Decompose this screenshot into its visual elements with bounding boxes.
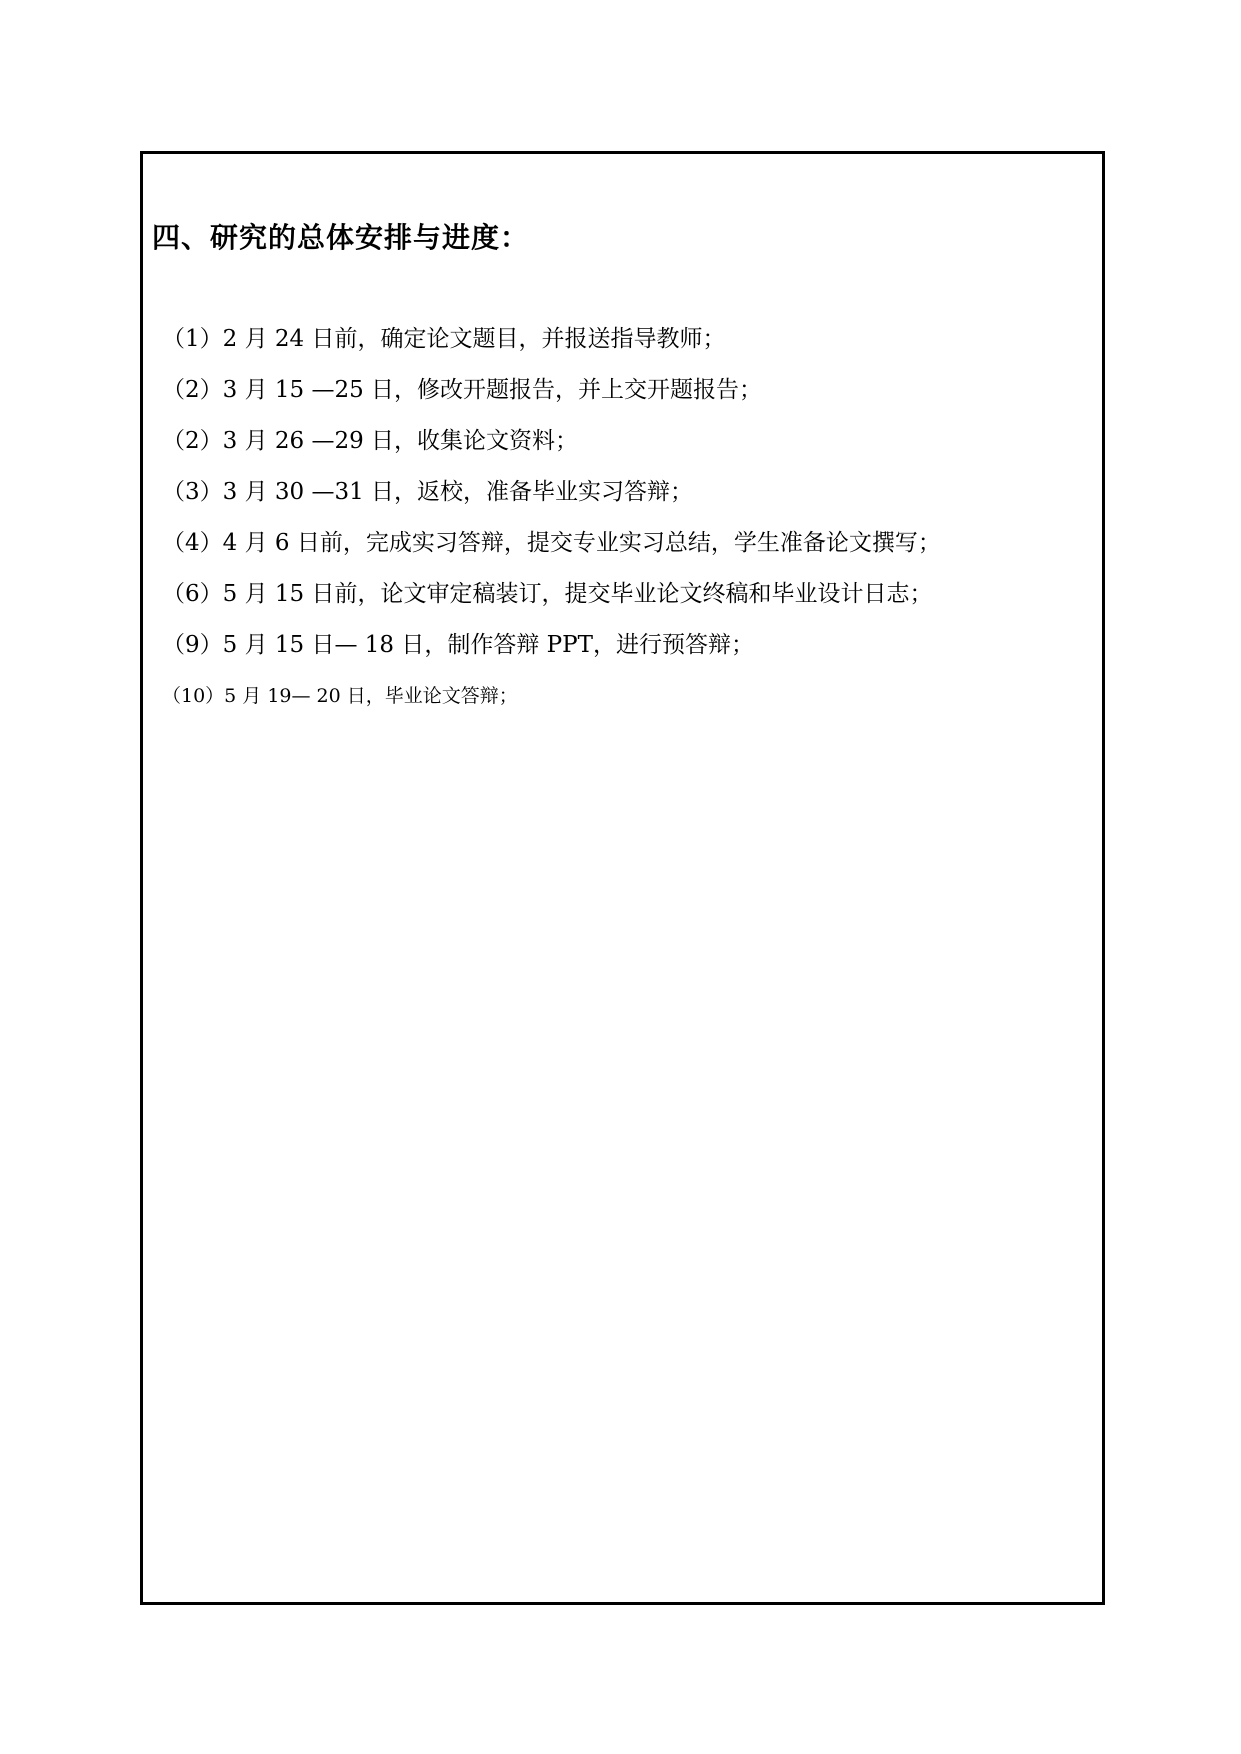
schedule-item: （2）3 月 26 —29 日，收集论文资料； — [162, 428, 579, 454]
schedule-item: （3）3 月 30 —31 日，返校，准备毕业实习答辩； — [162, 479, 694, 505]
section-title: 四、研究的总体安排与进度： — [152, 221, 530, 254]
schedule-list — [162, 322, 941, 730]
schedule-item: （6）5 月 15 日前，论文审定稿装订，提交毕业论文终稿和毕业设计日志； — [162, 581, 933, 607]
schedule-item: （1）2 月 24 日前，确定论文题目，并报送指导教师； — [162, 326, 726, 352]
schedule-item: （10）5 月 19— 20 日，毕业论文答辩； — [162, 685, 518, 707]
schedule-item: （9）5 月 15 日— 18 日，制作答辩 PPT，进行预答辩； — [162, 632, 754, 658]
schedule-item: （4）4 月 6 日前，完成实习答辩，提交专业实习总结，学生准备论文撰写； — [162, 530, 941, 556]
schedule-item: （2）3 月 15 —25 日，修改开题报告，并上交开题报告； — [162, 377, 763, 403]
